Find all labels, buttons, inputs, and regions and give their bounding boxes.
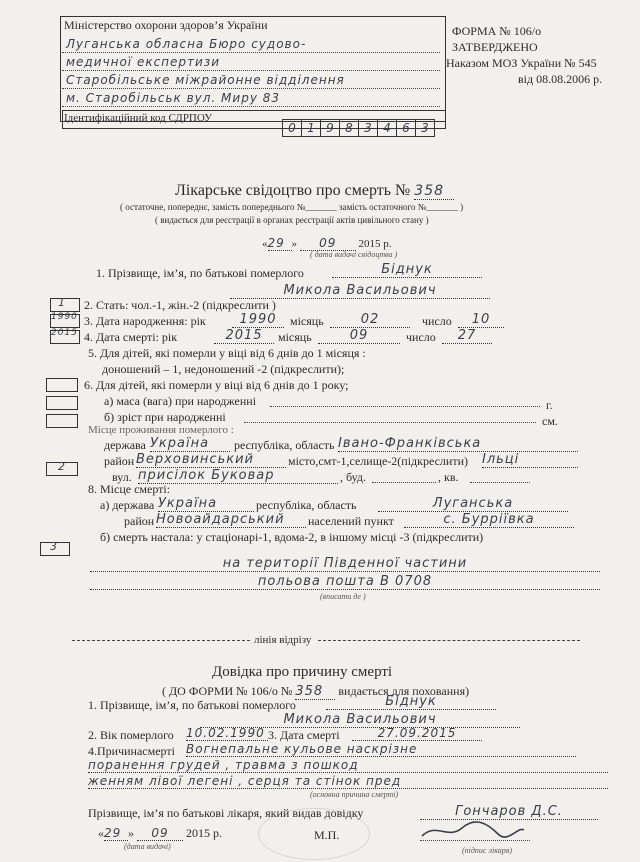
field-6-box bbox=[46, 378, 78, 392]
field-8-other-2: польова пошта В 0708 bbox=[90, 574, 600, 590]
ref-4-line-2: поранення грудей , травма з пошкод bbox=[88, 758, 608, 773]
org-line-3: Старобільське міжрайонне відділення bbox=[66, 73, 345, 87]
field-7-label: Місце проживання померлого : bbox=[88, 424, 234, 436]
field-4-box-value: 2015 bbox=[51, 328, 78, 338]
field-6b-label: б) зріст при народженні bbox=[104, 410, 226, 424]
field-4-year: 2015 bbox=[214, 328, 274, 344]
field-7-state: Україна bbox=[150, 436, 230, 452]
field-1-surname: Біднук bbox=[332, 262, 482, 278]
edrpou-digit: 6 bbox=[396, 119, 416, 137]
cert-date-year: 2015 р. bbox=[358, 238, 392, 250]
edrpou-digit: 4 bbox=[377, 119, 397, 137]
field-8-b-label: б) смерть настала: у стаціонарі-1, вдома-2, в іншому місці -3 (підкреслити) bbox=[100, 530, 484, 544]
field-5-sub: доношений – 1, недоношений -2 (підкреслити); bbox=[102, 362, 345, 376]
field-3-day: 10 bbox=[458, 312, 504, 328]
edrpou-digit: 3 bbox=[415, 119, 435, 137]
field-7-region-label: республіка, область bbox=[234, 438, 335, 452]
field-8-caption: (вписати де ) bbox=[320, 592, 366, 601]
field-8-region-label: республіка, область bbox=[256, 498, 357, 512]
ref-number: 358 bbox=[295, 684, 335, 700]
ref-1-surname: Біднук bbox=[326, 694, 496, 710]
edrpou-digit: 3 bbox=[358, 119, 378, 137]
edrpou-digit: 8 bbox=[339, 119, 359, 137]
ref-3-label: 3. Дата смерті bbox=[268, 728, 340, 742]
field-6a-unit: г. bbox=[546, 398, 553, 412]
ref-1-label: 1. Прізвище, ім’я, по батькові померлого bbox=[88, 698, 296, 712]
field-4-day: 27 bbox=[442, 328, 492, 344]
cert-title-text: Лікарське свідоцтво про смерть № bbox=[175, 182, 411, 199]
order-label: Наказом МОЗ України № 545 bbox=[446, 56, 597, 70]
field-8-label: 8. Місце смерті: bbox=[88, 482, 171, 496]
org-line-4: м. Старобільськ вул. Миру 83 bbox=[66, 91, 280, 105]
ref-3-value: 27.09.2015 bbox=[352, 726, 482, 741]
field-8-region: Луганська bbox=[378, 496, 568, 512]
edrpou-label: Ідентифікаційний код СДРПОУ bbox=[64, 112, 212, 124]
edrpou-digit: 1 bbox=[301, 119, 321, 137]
ref-4-line-3: женням лівої легені , серця та стінок пред bbox=[88, 774, 608, 789]
doctor-label: Прізвище, ім’я по батькові лікаря, який видав довідку bbox=[88, 806, 364, 820]
org-line-1: Луганська обласна Бюро судово- bbox=[66, 37, 307, 51]
field-6a-label: а) маса (вага) при народженні bbox=[104, 394, 257, 408]
field-7-city: Ільці bbox=[482, 452, 578, 468]
field-7-box-value: 2 bbox=[58, 460, 66, 473]
org-line-2: медичної експертизи bbox=[66, 55, 220, 69]
cert-subtitle: ( остаточне, попереднє, замість попереднього №_______ замість остаточного №_______ ) bbox=[120, 202, 464, 212]
cert-title bbox=[175, 182, 454, 200]
cert-date: «29 » 09 2015 р. bbox=[262, 236, 392, 250]
field-7-region: Івано-Франківська bbox=[338, 436, 578, 452]
field-1-label: 1. Прізвище, ім’я, по батькові померлого bbox=[96, 266, 304, 280]
ref-subtitle-a: ( ДО ФОРМИ № 106/о № bbox=[162, 684, 293, 698]
field-7-kv-label: , кв. bbox=[438, 470, 459, 484]
field-4-label: 4. Дата смерті: рік bbox=[84, 330, 178, 344]
ref-date: «29 » 09 2015 р. bbox=[98, 826, 222, 840]
field-1-name: Микола Васильович bbox=[230, 283, 490, 299]
ref-subtitle-b: видається для поховання) bbox=[338, 684, 470, 698]
ref-1-name: Микола Васильович bbox=[200, 712, 520, 728]
signature-icon bbox=[418, 818, 528, 844]
field-3-year: 1990 bbox=[232, 312, 284, 328]
field-3-day-label: число bbox=[422, 314, 452, 328]
ref-2-value: 10.02.1990 bbox=[186, 726, 268, 741]
field-3-month-label: місяць bbox=[290, 314, 324, 328]
edrpou-code bbox=[282, 119, 434, 137]
field-4-month: 09 bbox=[318, 328, 400, 344]
field-6-label: 6. Для дітей, які померли у віці від 6 днів до 1 року; bbox=[84, 378, 349, 392]
field-7-bud-label: , буд. bbox=[340, 470, 366, 484]
field-8-state-label: а) держава bbox=[100, 498, 155, 512]
cut-line-label: лінія відрізу bbox=[254, 634, 312, 646]
field-7-street-label: вул. bbox=[112, 470, 132, 484]
cert-number: 358 bbox=[414, 183, 454, 200]
sign-caption: (підпис лікаря) bbox=[462, 846, 513, 855]
ref-2-label: 2. Вік померлого bbox=[88, 728, 174, 742]
cert-date-month: 09 bbox=[300, 236, 356, 251]
ref-date-caption: (дата видачі) bbox=[124, 842, 171, 851]
ref-4-line-1: Вогнепальне кульове наскрізне bbox=[186, 742, 576, 757]
field-3-month: 02 bbox=[330, 312, 410, 328]
ref-date-year: 2015 р. bbox=[186, 826, 222, 840]
field-2-box-value: 1 bbox=[58, 296, 66, 309]
form-number: ФОРМА № 106/о bbox=[452, 24, 542, 38]
edrpou-digit: 0 bbox=[282, 119, 302, 137]
field-6b-box bbox=[46, 414, 78, 428]
ministry-title: Міністерство охорони здоров’я України bbox=[64, 18, 268, 32]
field-6b-unit: см. bbox=[542, 414, 558, 428]
ref-4-caption: (основна причина смерті) bbox=[310, 790, 399, 799]
field-3-box-value: 1990 bbox=[51, 312, 78, 322]
edrpou-digit: 9 bbox=[320, 119, 340, 137]
field-8-box-value: 3 bbox=[50, 540, 58, 553]
field-7-state-label: держава bbox=[104, 438, 146, 452]
ref-date-day: 29 bbox=[104, 826, 128, 841]
cert-date-caption: ( дата видачі свідоцтва ) bbox=[310, 250, 398, 259]
field-4-day-label: число bbox=[406, 330, 436, 344]
field-7-district-label: район bbox=[104, 454, 135, 468]
order-date: від 08.08.2006 р. bbox=[518, 72, 603, 86]
doctor-name: Гончаров Д.С. bbox=[420, 804, 598, 820]
cert-subtitle-2: ( видається для реєстрації в органах реєстрації актів цивільного стану ) bbox=[155, 215, 429, 225]
field-6a-box bbox=[46, 396, 78, 410]
field-3-label: 3. Дата народження: рік bbox=[84, 314, 206, 328]
field-7-district: Верховинський bbox=[136, 452, 286, 468]
field-4-month-label: місяць bbox=[278, 330, 312, 344]
stamp-place-label: М.П. bbox=[314, 828, 340, 842]
field-7-street: присілок Буковар bbox=[138, 468, 338, 484]
ref-title: Довідка про причину смерті bbox=[212, 664, 393, 680]
field-8-district: Новоайдарський bbox=[156, 512, 306, 528]
field-5-label: 5. Для дітей, які померли у віці від 6 днів до 1 місяця : bbox=[88, 346, 366, 360]
field-8-place: с. Бурріївка bbox=[404, 512, 574, 528]
field-8-other-1: на території Південної частини bbox=[90, 556, 600, 572]
field-8-state: Україна bbox=[158, 496, 254, 512]
field-8-place-label: населений пункт bbox=[308, 514, 394, 528]
ref-4-label: 4.Причинасмерті bbox=[88, 744, 175, 758]
field-8-district-label: район bbox=[124, 514, 155, 528]
approved-label: ЗАТВЕРДЖЕНО bbox=[452, 40, 538, 54]
ref-date-month: 09 bbox=[137, 826, 183, 841]
cert-date-day: 29 bbox=[268, 236, 292, 251]
field-7-type: місто,смт-1,селище-2(підкреслити) bbox=[288, 454, 468, 468]
field-2-label: 2. Стать: чол.-1, жін.-2 (підкреслити ) bbox=[84, 298, 276, 312]
